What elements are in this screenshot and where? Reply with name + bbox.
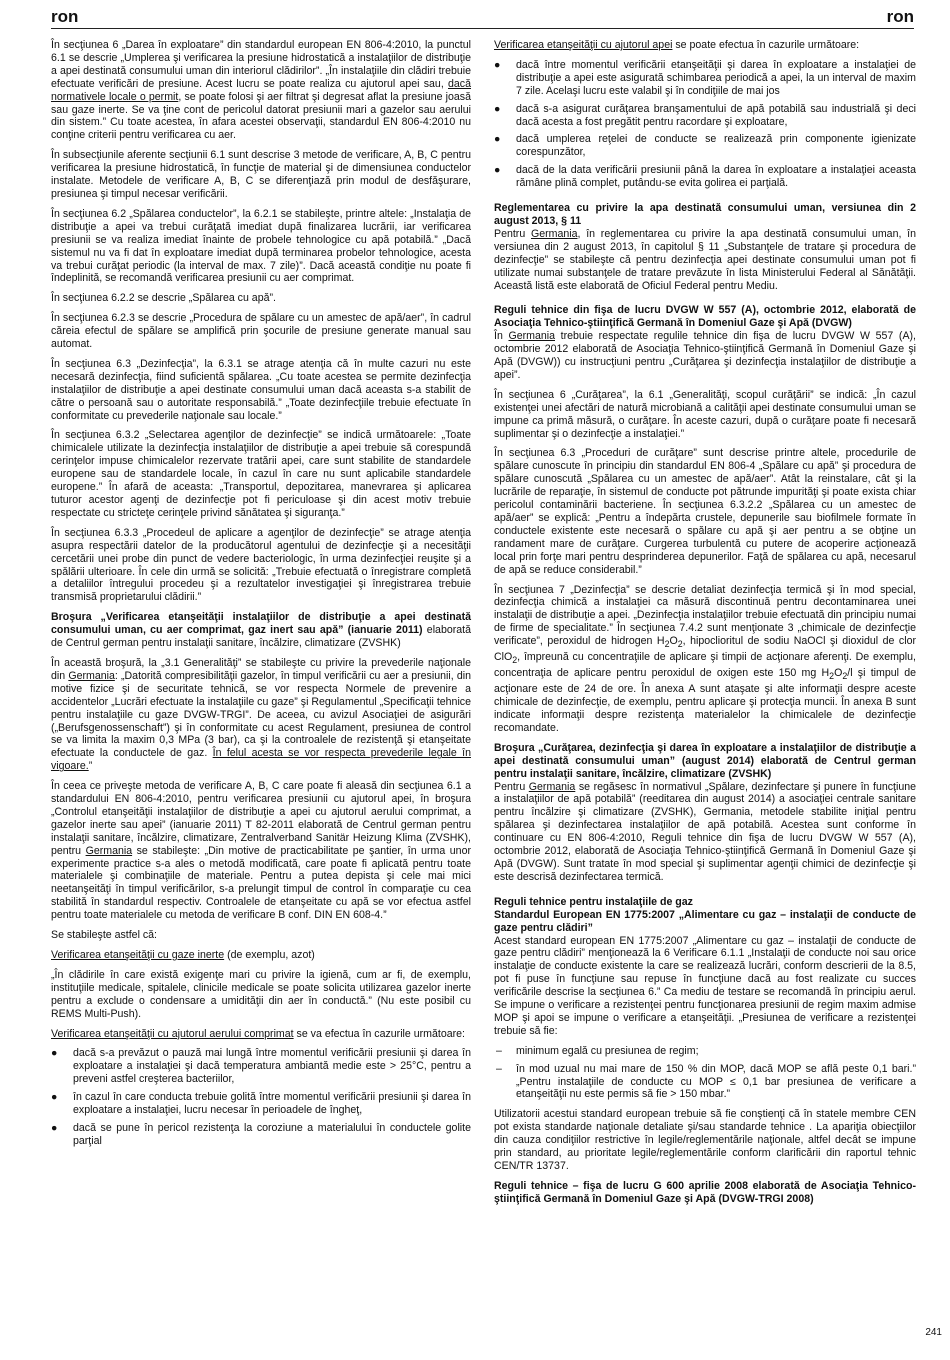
paragraph: În secţiunea 6.2 „Spălarea conductelor”, la 6.2.1 se stabileşte, printre altele: „Instalaţia de distribuţie a apei va trebui curăţată imediat după finalizarea lucrării, iar verificarea presiunii se va realiza imediat înainte de probele tehnologice cu apă potabilă.” „Dacă sistemul nu va fi dat în exploatare imediat după terminarea probelor tehnologice, acesta va trebui curăţat periodic (la interval de max. 7 zile)”. Dacă această condiţie nu poate fi îndeplinită, se recomandă verificarea presiunii cu aer comprimat. (51, 207, 471, 285)
paragraph: În secţiunea 6 „Darea în exploatare” din standardul european EN 806-4:2010, la punctul 6.1 se descrie „Umplerea şi verificarea la presiune hidrostatică a instalaţiilor de distribuţie a apei destinată consumului uman din interiorul clădirilor”. „În instalaţiile din clădiri trebuie efectuate verificări de presiune. Acest lucru se poate realiza cu ajutorul apei sau, dacă normativele locale o permit, se poate folosi şi aer filtrat şi degresat aflat la presiune joasă sau gaze inerte. Se va ţine cont de pericolul datorat presiunii mari a gazelor sau aerului din sistem.” Cu toate acestea, în afara acestei observaţii, standardul EN 806-4:2010 nu conţine criterii pentru verificarea cu aer. (51, 39, 471, 142)
list-item: – în mod uzual nu mai mare de 150 % din MOP, dacă MOP se află peste 0,1 bari.” „Pentru instalaţiile de conducte cu MOP ≤ 0,1 bar presiunea de verificare a etanşeităţii nu este permis să fie > 150 mbar.” (496, 1062, 916, 1101)
list-item: ● dacă s-a prevăzut o pauză mai lungă între momentul verificării presiunii şi darea în exploatare a instalaţiei şi dacă temperatura ambiantă medie este > 25°C, pentru a preveni astfel creşterea bacteriilor, (51, 1047, 471, 1086)
bullet-list (51, 1047, 471, 1147)
page-header (51, 4, 914, 29)
bullet-icon: ● (494, 164, 501, 177)
section-heading: Reguli tehnice pentru instalaţiile de gaz (494, 895, 693, 908)
bullet-list (494, 59, 916, 190)
paragraph: În secţiunea 6.3 „Dezinfecţia”, la 6.3.1 se atrage atenţia că în multe cazuri nu este necesară dezinfecţia, fiind suficientă spălarea. „Cu toate acestea se permite dezinfecţia instalaţiilor de distribuţie a apei destinate consumului uman dacă aceasta s-a stabilit de către o persoană sau o autoritate responsabilă.” „Toate dezinfecţiile trebuie efectuate în conformitate cu prevederile naţionale sau locale.” (51, 357, 471, 422)
list-item: ● dacă s-a asigurat curăţarea branşamentului de apă potabilă sau industrială şi deci dacă acesta a fost pregătit pentru racordare şi exploatare, (494, 102, 916, 128)
list-item: ● dacă umplerea reţelei de conducte se realizează prin componente igienizate corespunzător, (494, 133, 916, 159)
paragraph: În secţiunea 6.2.2 se descrie „Spălarea cu apă”. (51, 292, 276, 305)
bullet-icon: ● (494, 133, 501, 146)
language-label-right: ron (886, 7, 914, 26)
paragraph: În secţiunea 6.3 „Proceduri de curăţare” sunt descrise printre altele, procedurile de spălare cunoscute în principiu din standardul EN 806-4 „Spălare cu apă” şi procedura de spălare cunoscută „Spălarea cu un amestec de apă/aer”. Atât la reinstalare, cât şi la lucrările de reparaţie, în sistemul de conducte pot pătrunde impurităţi şi poate exista chiar pericolul contaminării bacteriene. În secţiunea 6.3.2.2 „Spălarea cu un amestec de apă/aer” se explică: „Pentru a îndepărta crustele, depunerile sau biofilmele formate în conductele existente este necesară o spălare cu apă şi aer pentru a se obţine un randament mare de curăţare. Curgerea turbulentă cu putere de acoperire acţionează local prin forţe mari pentru desprinderea depunerilor. Faţă de spălarea cu apă, necesarul de apă se reduce considerabil.” (494, 447, 916, 576)
right-column (494, 39, 916, 1206)
paragraph: Verificarea etanşeităţii cu ajutorul aerului comprimat se va efectua în cazurile următoare: (51, 1027, 465, 1040)
list-item: ● dacă de la data verificării presiunii până la darea în exploatare a instalaţiei aceasta rămâne plină complet, putându-se evita golirea ei parţială. (494, 164, 916, 190)
list-item: ● dacă se pune în pericol rezistenţa la coroziune a materialului în conductele golite parţial (51, 1121, 471, 1147)
page-number: 241 (925, 1327, 942, 1338)
dash-icon: – (496, 1062, 502, 1075)
list-item: – minimum egală cu presiunea de regim; (496, 1044, 699, 1057)
section-heading: Standardul European EN 1775:2007 „Alimentare cu gaz – instalaţii de conducte de gaze pentru clădiri” (494, 908, 916, 934)
paragraph: Acest standard european EN 1775:2007 „Alimentare cu gaz – instalaţii de conducte de gaze pentru clădiri” menţionează la 6 Verificare 6.1.1 „Instalaţii de conducte noi sau orice instalaţie de conducte existente la care se realizează lucrări, conform descrierii de la 8.5, pot fi puse în funcţiune sau repuse în funcţiune dacă au fost realizate cu succes verificările descrise la secţiunea 6.” Ca mediu de testare se recomandă în principiu aerul. Se impune o verificare a rezistenţei pentru funcţionarea presiunii de regim maxim admise MOP şi apoi se impune o verificare a etanşeităţii. „Presiunea de verificare a rezistenţei trebuie să fie: (494, 934, 916, 1037)
paragraph: În subsecţiunile aferente secţiunii 6.1 sunt descrise 3 metode de verificare, A, B, C pentru verificarea la presiune hidrostatică, în funcţie de material şi de dimensiunea conductelor instalate. Metodele de verificare A, B, C se diferenţiază prin modul de desfăşurare, presiunea şi timpul necesar verificării. (51, 149, 471, 200)
dash-list (494, 1045, 916, 1102)
paragraph: În această broşură, la „3.1 Generalităţi” se stabileşte cu privire la prevederile naţionale din Germania: „Datorită compresibilităţii gazelor, în timpul verificării cu aer a presiunii, din motive fizice şi de securitate tehnică, se vor respecta Normele de prevenire a accidentelor „Lucrări efectuate la instalaţiile cu gaze” şi Regulamentul „Specificaţii tehnice pentru instalaţiile cu gaze DVGW-TRGI”. De aceea, cu avizul Asociaţiei de asigurări („Berufsgenossenschaft”) şi în conformitate cu acest Regulament, presiunea de control se va limita la maxim 0,3 MPa (3 bar), ca şi la controalele de rezistenţă şi etanşeitate efectuate la conductele de gaz. În felul acesta se vor respecta prevederile legale în vigoare.” (51, 656, 471, 773)
section-heading: Reglementarea cu privire la apa destinată consumului uman, versiunea din 2 august 2013, § 11 (494, 202, 916, 227)
list-item: ● dacă între momentul verificării etanşeităţii şi darea în exploatare a instalaţiei de distribuţie a apei este asigurată schimbarea periodică a apei, la un interval de maxim 7 zile. Acelaşi lucru este valabil şi în condiţiile de mai jos (494, 58, 916, 97)
paragraph: Utilizatorii acestui standard european trebuie să fie conştienţi că în statele membre CEN pot exista standarde naţionale detaliate şi/sau standarde tehnice . La apariţia obiecţiilor din cauza condiţiilor restrictive în legile/reglementările naţionale, altfel decât se impune prin standard, au prioritate legile/reglementările conform clarificării din raportul tehnic CEN/TR 13737. (494, 1108, 916, 1173)
paragraph: În secţiunea 7 „Dezinfecţia” se descrie detaliat dezinfecţia termică şi în mod special, dezinfecţia chimică a instalaţiei ca măsură discontinuă pentru decontaminarea unei instalaţii de distribuţie a apei. „Dezinfecţia instalaţiilor trebuie efectuată din principiu numai de firme de specialitate.” În secţiunea 7.4.2 sunt menţionate 3 „chimicale de dezinfecţie verificate”, peroxidul de hidrogen $H_2O_2$, hipoclioritul de sodiu NaOCl şi dioxidul de clor ClO$_2$, împreună cu concentraţiile de aplicare şi timpii de acţionare aferenţi. De exemplu, concentraţia de aplicare pentru peroxidul de oxigen este 150 mg $H_2O_2/l$ şi timpul de acţionare este de 24 de ore. În anexa A sunt ataşate şi alte informaţii despre aceste chimicale de dezinfecţie, de exemplu, pentru aplicare şi protecţia muncii. În anexa B sunt indicate informaţii despre rezistenţa materialelor la chimicalele de dezinfecţie recomandate. (494, 583, 916, 734)
section-heading: Reguli tehnice – fişa de lucru G 600 aprilie 2008 elaborată de Asociaţia Tehnico-ştiinţifică Germană în Domeniul Gaze şi Apă (DVGW-TRGI 2008) (494, 1179, 916, 1205)
dash-icon: – (496, 1044, 502, 1057)
paragraph: „În clădirile în care există exigenţe mari cu privire la igienă, cum ar fi, de exemplu, instituţiile medicale, spitalele, clinicile medicale se poate solicita utilizarea gazelor inerte pentru a exclude o condensare a umidităţii din aer în conductă.” (Nu este posibil cu REMS Multi-Push). (51, 968, 471, 1020)
bullet-icon: ● (51, 1047, 58, 1060)
paragraph: Verificarea etanşeităţii cu ajutorul apei se poate efectua în cazurile următoare: (494, 39, 860, 51)
paragraph: În ceea ce priveşte metoda de verificare A, B, C care poate fi aleasă din secţiunea 6.1 a standardului EN 806-4:2010, pentru verificarea presiunii cu ajutorul apei, în broşura „Controlul etanşeităţii instalaţiilor de distribuţie a apei cu ajutorul aerului comprimat, a gazelor inerte sau apei” (ianuarie 2011) T 82-2011 elaborată de Centrul german pentru instalaţii sanitare, încălzire, climatizare, Zentralverband Sanitär Heizung Klima (ZVSHK), pentru Germania se stabileşte: „Din motive de practicabilitate pe şantier, în urma unor experimente practice s-a ales o metodă modificată, care poate fi aplicată pentru toate materialele şi combinaţiile de materiale. Pentru a putea depista şi cele mai mici neetanşeităţi în timpul verificărilor, s-a prelungit timpul de control în comparaţie cu cea stabilită în standardul respectiv. Controalele de etanşeitate cu apă se vor efectua astfel pentru toate materialele cu metoda de verificare B conf. DIN EN 608-4.” (51, 780, 471, 922)
paragraph: În secţiunea 6.2.3 se descrie „Procedura de spălare cu un amestec de apă/aer”, în cadrul căreia efectul de spălare se amplifică prin şocurile de presiune generate manual sau automat. (51, 312, 471, 351)
section-heading: Reguli tehnice din fişa de lucru DVGW W 557 (A), octombrie 2012, elaborată de Asociaţia Tehnico-ştiinţifică Germană în Domeniul Gaze şi Apă (DVGW) (494, 304, 916, 330)
bullet-icon: ● (51, 1121, 58, 1134)
left-column (51, 39, 471, 1155)
paragraph: Se stabileşte astfel că: (51, 929, 157, 942)
section-heading: Broşura „Curăţarea, dezinfecţia şi darea în exploatare a instalaţiilor de distribuţie a apei destinată consumului uman” (august 2014) elaborată de Centrul german pentru instalaţii sanitare, încălzire, climatizare (ZVSHK) (494, 741, 916, 780)
paragraph: Pentru Germania se regăsesc în normativul „Spălare, dezinfectare şi punere în funcţiune a instalaţiilor de apă potabilă” (reeditarea din august 2014) a asociaţiei centrale sanitare pentru încălzire şi climatizare (ZVSHK), Germania, metodele stabilite iniţial pentru spălarea şi dezinfectarea instalaţiilor de apă potabilă. Acestea sunt conforme în continuare cu EN 806-4:2010, Reguli tehnice din fişa de lucru DVGW W 557 (A), octombrie 2012, elaborată de Asociaţia Tehnico-ştiinţifică Germană în Domeniul Gaze şi Apă (DVGW). Sunt tratate în mod special şi suplimentar agenţii chimici de dezinfecţie şi este descrisă dezinfectarea termică. (494, 780, 916, 883)
bullet-icon: ● (494, 58, 501, 71)
language-label-left: ron (51, 7, 79, 26)
bullet-icon: ● (494, 102, 501, 115)
paragraph: În secţiunea 6.3.3 „Procedeul de aplicare a agenţilor de dezinfecţie” se atrage atenţia asupra respectării datelor de la producătorul agentului de dezinfecţie şi a necesităţii cercetării unei probe din punct de vedere bacteriologic, în urma dezinfecţiei reuşite şi a spălării ulterioare. În cele din urmă se solicită: „Trebuie efectuată o înregistrare completă a detaliilor întregului procedeu şi a rezultatelor investigaţiei şi înregistrarea trebuie transmisă proprietarului clădirii.” (51, 526, 471, 604)
list-item: ● în cazul în care conducta trebuie golită între momentul verificării presiunii şi darea în exploatare a instalaţiei, lucru necesar în perioadele de îngheţ, (51, 1091, 471, 1117)
bullet-icon: ● (51, 1091, 58, 1104)
section-heading-paragraph: Broşura „Verificarea etanşeităţii instalaţiilor de distribuţie a apei destinată consumului uman, cu aer comprimat, gaz inert sau apă” (ianuarie 2011) elaborată de Centrul german pentru instalaţii sanitare, încălzire, climatizare (ZVSHK) (51, 611, 471, 650)
paragraph: În secţiunea 6.3.2 „Selectarea agenţilor de dezinfecţie” se indică următoarele: „Toate chimicalele utilizate la dezinfecţia instalaţiilor de distribuţie a apei trebuie să corespundă cerinţelor impuse chimicalelor rezervate tratării apei, care sunt stabilite de standardele europene sau de standardele locale, în cazul în care nu sunt aplicabile standardele europene.” În afară de aceasta: „Transportul, depozitarea, manevrarea şi aplicarea tuturor acestor agenţi de dezinfecţie pot fi periculoase şi din acest motiv trebuie respectate cu stricteţe cerinţele privind sănătatea şi siguranţa.” (51, 429, 471, 519)
paragraph: Verificarea etanşeităţii cu gaze inerte (de exemplu, azot) (51, 949, 315, 961)
paragraph: În secţiunea 6 „Curăţarea”, la 6.1 „Generalităţi, scopul curăţării” se indică: „În cazul existenţei unei afectări de natură microbiană a calităţii apei destinate consumului uman se impune ca primă măsură, o curăţare. În aceste cazuri, după o curăţare poate fi necesară suplimentar şi o dezinfecţie a instalaţiei.” (494, 388, 916, 440)
paragraph: Pentru Germania, în reglementarea cu privire la apa destinată consumului uman, în versiunea din 2 august 2013, în capitolul § 11 „Substanţele de tratare şi procedura de dezinfecţie” se stabileşte că pentru dezinfecţia apei destinate consumului uman pot fi utilizate numai substanţele de tratare prevăzute în lista Ministerului Federal al Sănătăţii. Această listă este elaborată de Oficiul Federal pentru Mediu. (494, 227, 917, 292)
paragraph: În Germania trebuie respectate regulile tehnice din fişa de lucru DVGW W 557 (A), octombrie 2012 elaborată de Asociaţia Tehnico-ştiinţifică Germană în Domeniul Gaze şi Apă (DVGW)) cu instrucţiuni pentru „Curăţarea şi dezinfecţia instalaţiilor de distribuţie a apei”. (494, 330, 916, 381)
